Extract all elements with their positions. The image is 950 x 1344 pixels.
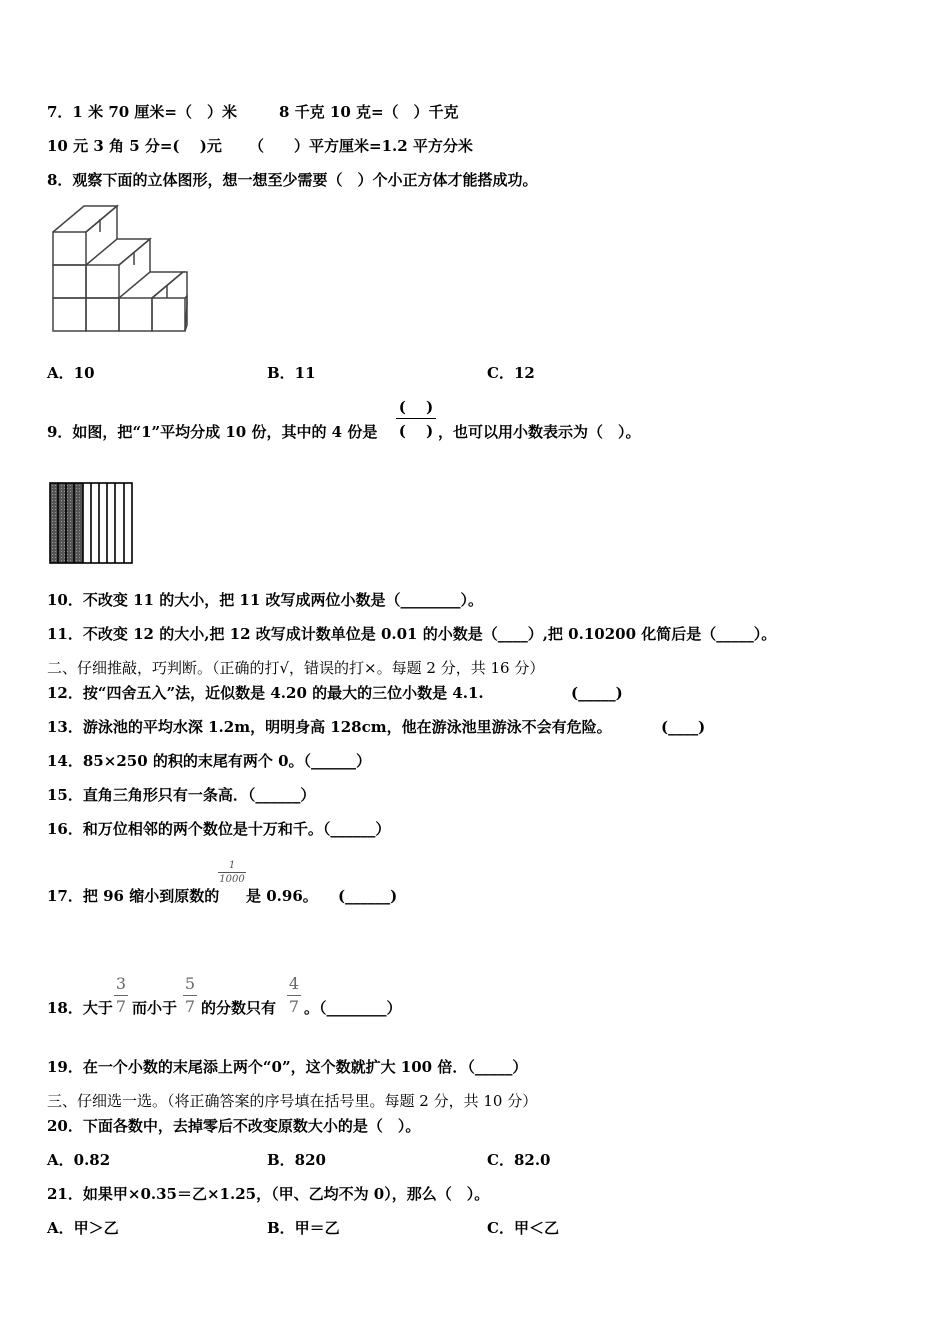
q12-text: 12．按“四舍五入”法，近似数是 4.20 的最大的三位小数是 4.1.	[47, 684, 484, 702]
q20-option-b: B．820	[267, 1151, 326, 1169]
q10-text: 10．不改变 11 的大小，把 11 改写成两位小数是（________）。	[47, 591, 484, 609]
q15-text: 15．直角三角形只有一条高．（______）	[47, 786, 316, 804]
q20-option-c: C．82.0	[487, 1151, 551, 1169]
q16-text: 16．和万位相邻的两个数位是十万和千。（______）	[47, 820, 391, 838]
q8-text: 8．观察下面的立体图形，想一想至少需要（ ）个小正方体才能搭成功。	[47, 171, 538, 189]
q21-text: 21．如果甲×0.35＝乙×1.25，（甲、乙均不为 0），那么（ ）。	[47, 1185, 490, 1203]
q7-line2b: （ ）平方厘米=1.2 平方分米	[249, 137, 473, 155]
q7-line1a: 7．1 米 70 厘米=（ ）米	[47, 103, 237, 121]
q7-line2a: 10 元 3 角 5 分=( )元	[47, 137, 222, 155]
q17-blank: (______)	[338, 887, 398, 905]
q9-text-before: 9．如图，把“1”平均分成 10 份，其中的 4 份是	[47, 423, 378, 441]
q17-text-before: 17．把 96 缩小到原数的	[47, 887, 220, 905]
q12-blank: (_____)	[571, 684, 623, 702]
q18-fraction-3-denominator: 7	[288, 997, 300, 1016]
q18-suffix: 。（________）	[304, 999, 402, 1017]
q9-fraction	[396, 396, 436, 441]
q20-text: 20．下面各数中，去掉零后不改变原数大小的是（ ）。	[47, 1117, 421, 1135]
q17-fraction	[218, 860, 246, 885]
q21-option-b: B．甲＝乙	[267, 1219, 340, 1237]
strip-figure	[48, 481, 134, 565]
q7-line1b: 8 千克 10 克=（ ）千克	[279, 103, 459, 121]
q21-option-a: A．甲＞乙	[47, 1219, 119, 1237]
q17-text-after: 是 0.96。	[246, 887, 318, 905]
q18-fraction-1	[114, 974, 128, 1017]
q17-fraction-numerator: 1	[228, 860, 236, 871]
q20-option-a: A．0.82	[47, 1151, 111, 1169]
section-3-heading: 三、仔细选一选。（将正确答案的序号填在括号里。每题 2 分，共 10 分）	[47, 1092, 538, 1110]
q18-prefix: 18．大于	[47, 999, 113, 1017]
q9-fraction-denominator: ( )	[398, 422, 434, 440]
q18-fraction-1-numerator: 3	[115, 974, 127, 993]
q18-fraction-3	[287, 974, 301, 1017]
q19-text: 19．在一个小数的末尾添上两个“0”，这个数就扩大 100 倍．（_____）	[47, 1058, 528, 1076]
q17-fraction-denominator: 1000	[219, 874, 245, 885]
section-2-heading: 二、仔细推敲，巧判断。（正确的打√，错误的打×。每题 2 分，共 16 分）	[47, 659, 545, 677]
q8-option-b: B．11	[267, 364, 316, 382]
q18-mid2: 的分数只有	[201, 999, 277, 1017]
q18-mid: 而小于	[132, 999, 178, 1017]
q8-option-a: A．10	[47, 364, 95, 382]
q18-fraction-2-denominator: 7	[184, 997, 196, 1016]
q14-text: 14．85×250 的积的末尾有两个 0。（______）	[47, 752, 372, 770]
q18-fraction-1-denominator: 7	[115, 997, 127, 1016]
q11-text: 11．不改变 12 的大小,把 12 改写成计数单位是 0.01 的小数是（____）,把 0.10200 化简后是（_____）。	[47, 625, 777, 643]
q9-fraction-numerator: ( )	[398, 398, 434, 416]
q9-text-after: ，也可以用小数表示为（ ）。	[438, 423, 641, 441]
q18-fraction-2-numerator: 5	[184, 974, 196, 993]
q13-blank: (____)	[661, 718, 706, 736]
q18-fraction-3-numerator: 4	[288, 974, 300, 993]
q18-fraction-2	[183, 974, 197, 1017]
q21-option-c: C．甲＜乙	[487, 1219, 559, 1237]
q13-text: 13．游泳池的平均水深 1.2m，明明身高 128cm，他在游泳池里游泳不会有危险。	[47, 718, 612, 736]
cube-stack-figure	[50, 204, 190, 332]
q8-option-c: C．12	[487, 364, 535, 382]
